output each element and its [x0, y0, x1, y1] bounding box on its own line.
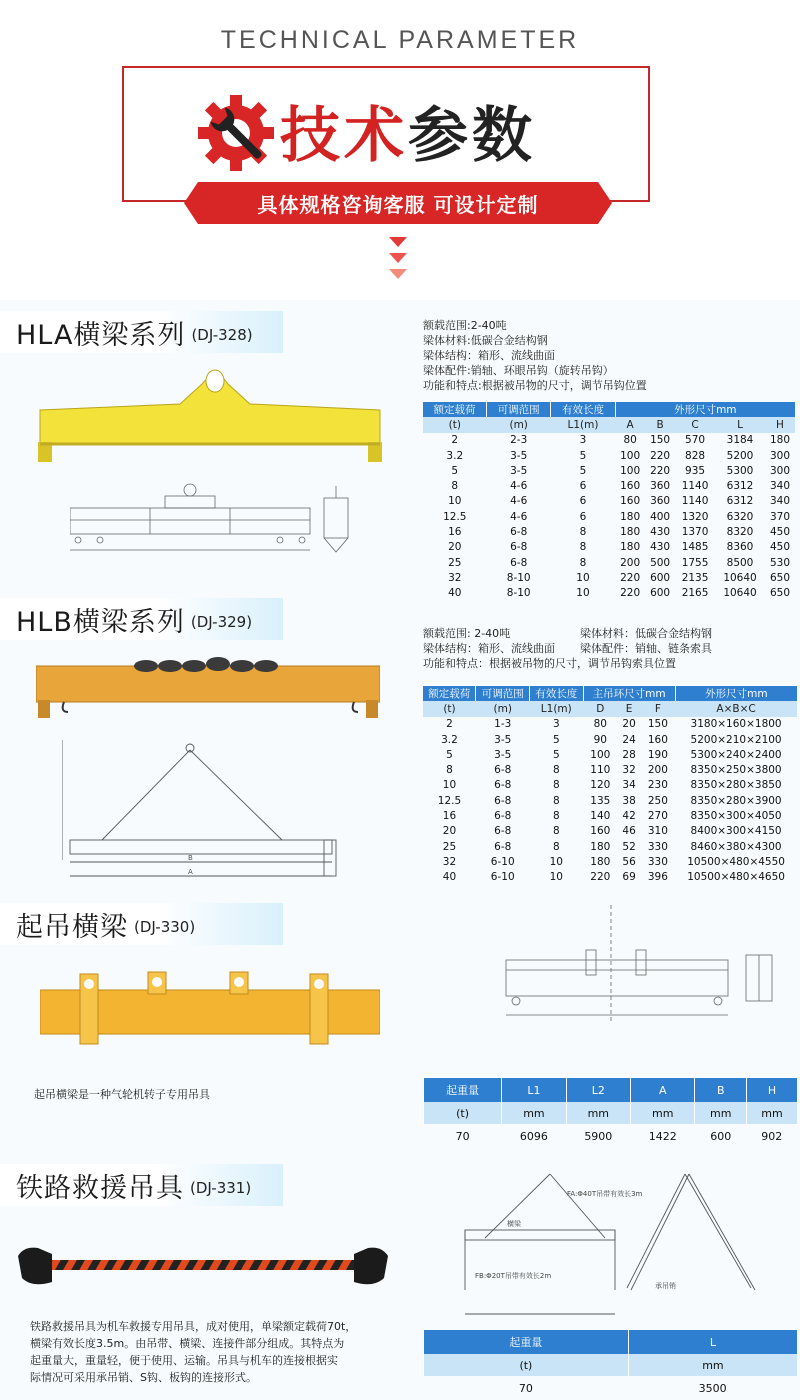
table-cell: 5900 [584, 1129, 613, 1143]
table-cell: 1140 [681, 495, 709, 508]
table-cell: 450 [769, 541, 791, 554]
table-cell: 6-8 [494, 810, 512, 823]
table-cell: 8 [579, 526, 587, 539]
table-row [423, 824, 797, 839]
table-cell: H [765, 417, 795, 432]
table-row [424, 1078, 798, 1102]
table-cell: 外形尺寸mm [615, 402, 795, 417]
table-cell: 3-5 [494, 733, 512, 746]
table-row [423, 854, 797, 869]
table-cell: 8460×380×4300 [690, 840, 782, 853]
table-cell: 300 [769, 449, 791, 462]
table-cell: L2 [566, 1078, 630, 1102]
table-cell: L1(m) [530, 701, 584, 716]
banner-english-title: TECHNICAL PARAMETER [220, 26, 580, 54]
table-cell: A [615, 417, 645, 432]
table-cell: 8 [446, 764, 453, 777]
table-cell: (t) [423, 417, 487, 432]
hla-spec-table [423, 402, 795, 601]
table-cell: 46 [622, 825, 636, 838]
hla-beam-photo [30, 364, 390, 464]
table-cell: 650 [769, 587, 791, 600]
table-cell: 起重量 [424, 1330, 629, 1354]
table-cell: A×B×C [675, 701, 797, 716]
table-cell: 5300×240×2400 [690, 748, 782, 761]
table-cell: 3-5 [510, 449, 528, 462]
table-cell: 8350×280×3900 [690, 794, 782, 807]
table-row [423, 747, 797, 762]
table-cell: 100 [620, 464, 641, 477]
table-cell: 250 [647, 794, 668, 807]
table-row [424, 1376, 798, 1400]
table-cell: 220 [650, 449, 671, 462]
table-cell: H [747, 1078, 797, 1102]
table-cell: 70 [455, 1129, 470, 1143]
table-cell: 220 [590, 871, 611, 884]
table-cell: mm [628, 1354, 797, 1376]
rescue-spreader-technical-drawing [455, 1168, 785, 1318]
table-row [423, 494, 795, 509]
table-cell: 2 [446, 718, 453, 731]
hla-spec-text: 额载范围:2-40吨 梁体材料:低碳合金结构钢 梁体结构：箱形、流线曲面 梁体配件:销轴、环眼吊钩（旋转吊钩） 功能和特点:根据被吊物的尺寸，调节吊钩位置 [423, 319, 647, 392]
table-cell: 3180×160×1800 [690, 718, 782, 731]
table-cell: 600 [710, 1129, 732, 1143]
table-cell: 32 [442, 855, 457, 868]
table-cell: 6-8 [494, 779, 512, 792]
table-cell: 10640 [723, 571, 757, 584]
table-row [423, 478, 795, 493]
table-cell: 16 [442, 810, 457, 823]
table-cell: 935 [685, 464, 706, 477]
table-cell: 160 [647, 733, 668, 746]
table-row [424, 1330, 798, 1354]
rescue-spreader-spec-table [423, 1330, 797, 1400]
table-row [423, 732, 797, 747]
table-cell: 90 [593, 733, 607, 746]
table-row [423, 839, 797, 854]
table-cell: 450 [769, 526, 791, 539]
table-cell: 3 [552, 718, 560, 731]
table-cell: 220 [650, 464, 671, 477]
table-cell: 20 [448, 541, 462, 554]
drawing-label-pin: 承吊销 [655, 1282, 676, 1290]
table-cell: D [583, 701, 618, 716]
table-cell: 220 [620, 571, 641, 584]
table-cell: 330 [647, 840, 668, 853]
table-cell: 4-6 [510, 495, 528, 508]
table-cell: 6 [579, 495, 587, 508]
table-cell: 330 [647, 855, 668, 868]
table-cell: 70 [518, 1381, 533, 1395]
table-cell: 6-8 [494, 840, 512, 853]
table-cell: 起重量 [424, 1078, 502, 1102]
table-row [423, 433, 795, 448]
table-cell: 6-8 [510, 556, 528, 569]
table-row [424, 1102, 798, 1124]
table-cell: 1140 [681, 480, 709, 493]
table-cell: L [628, 1330, 797, 1354]
table-row [423, 778, 797, 793]
table-cell: 69 [622, 871, 636, 884]
hlb-technical-drawing [62, 740, 352, 885]
table-row [424, 1354, 798, 1376]
table-cell: 40 [442, 871, 457, 884]
table-cell: 8 [579, 541, 587, 554]
table-cell: 160 [620, 480, 641, 493]
table-cell: 8 [552, 764, 560, 777]
table-cell: B [695, 1078, 747, 1102]
table-cell: 1755 [681, 556, 709, 569]
hlb-spec-text-right: 梁体材料：低碳合金结构钢 梁体配件：销轴、链条索具 [580, 627, 712, 655]
rescue-spreader-photo [18, 1236, 388, 1296]
table-cell: L1 [502, 1078, 566, 1102]
hlb-beam-photo [36, 652, 380, 722]
table-cell: 6320 [726, 510, 754, 523]
table-cell: mm [631, 1102, 695, 1124]
table-cell: 530 [769, 556, 791, 569]
lifting-beam-description: 起吊横梁是一种气轮机转子专用吊具 [34, 1088, 210, 1101]
table-cell: 20 [622, 718, 636, 731]
table-row [423, 402, 795, 417]
table-cell: 2-3 [510, 434, 528, 447]
table-cell: C [675, 417, 715, 432]
table-row [423, 586, 795, 601]
table-cell: 6-10 [490, 855, 515, 868]
down-arrow-icon [389, 269, 407, 279]
table-cell: 2165 [681, 587, 709, 600]
table-cell: 10 [549, 855, 563, 868]
table-cell: 3184 [726, 434, 754, 447]
table-row [423, 555, 795, 570]
section-title-hla: HLA横梁系列 (DJ-328) [0, 311, 283, 353]
table-cell: 300 [769, 464, 791, 477]
table-cell: A [631, 1078, 695, 1102]
table-cell: 52 [622, 840, 636, 853]
table-cell: 24 [622, 733, 636, 746]
table-cell: mm [566, 1102, 630, 1124]
table-cell: 570 [685, 434, 706, 447]
table-cell: 6 [579, 510, 587, 523]
table-row [423, 686, 797, 701]
table-cell: 100 [590, 748, 611, 761]
table-cell: 8-10 [506, 587, 531, 600]
table-cell: 100 [620, 449, 641, 462]
table-cell: 可调范围 [476, 686, 530, 701]
svg-text:A: A [188, 868, 193, 876]
table-row [423, 808, 797, 823]
table-cell: F [641, 701, 676, 716]
table-cell: 10 [448, 495, 462, 508]
table-cell: 902 [761, 1129, 783, 1143]
table-cell: 6312 [726, 495, 754, 508]
table-cell: 6-8 [494, 764, 512, 777]
drawing-label-fa: FA:Φ40T吊带有效长3m [567, 1190, 643, 1198]
table-row [424, 1124, 798, 1148]
table-cell: 200 [620, 556, 641, 569]
section-title-hlb: HLB横梁系列 (DJ-329) [0, 598, 283, 640]
table-cell: 12.5 [443, 510, 467, 523]
table-cell: 6312 [726, 480, 754, 493]
table-cell: 8500 [726, 556, 754, 569]
table-cell: 5200 [726, 449, 754, 462]
table-cell: 180 [620, 510, 641, 523]
svg-text:B: B [188, 854, 193, 862]
table-cell: 8350×300×4050 [690, 810, 782, 823]
hlb-spec-table [423, 686, 797, 885]
table-cell: 200 [647, 764, 668, 777]
table-cell: E [618, 701, 641, 716]
table-cell: 有效长度 [551, 402, 615, 417]
table-row [423, 870, 797, 885]
table-row [423, 793, 797, 808]
table-cell: 140 [590, 810, 611, 823]
lifting-beam-technical-drawing [496, 905, 781, 1025]
table-cell: 8 [552, 794, 560, 807]
table-cell: 160 [590, 825, 611, 838]
table-cell: mm [502, 1102, 566, 1124]
hlb-spec-text-left: 额载范围: 2-40吨 梁体结构：箱形、流线曲面 功能和特点：根据被吊物的尺寸，调节吊钩索具位置 [423, 627, 676, 670]
table-cell: 5 [552, 733, 560, 746]
table-cell: 有效长度 [530, 686, 584, 701]
table-cell: 5 [552, 748, 560, 761]
table-cell: 32 [448, 571, 462, 584]
table-cell: 340 [769, 495, 791, 508]
section-title-lifting-beam: 起吊横梁 (DJ-330) [0, 903, 283, 945]
drawing-label-beam: 横梁 [507, 1220, 521, 1228]
table-cell: 16 [448, 526, 462, 539]
table-row [423, 448, 795, 463]
table-cell: 430 [650, 526, 671, 539]
table-cell: 500 [650, 556, 671, 569]
table-cell: 8360 [726, 541, 754, 554]
page-title: 技术参数 [280, 101, 536, 171]
table-cell: 230 [647, 779, 668, 792]
table-cell: 38 [622, 794, 636, 807]
table-cell: 10 [549, 871, 563, 884]
table-cell: 12.5 [437, 794, 462, 807]
table-cell: 80 [593, 718, 607, 731]
table-cell: 8350×250×3800 [690, 764, 782, 777]
subtitle-bar: 具体规格咨询客服 可设计定制 [198, 182, 598, 224]
section-title-rescue-spreader: 铁路救援吊具 (DJ-331) [0, 1164, 283, 1206]
table-cell: 8 [552, 825, 560, 838]
table-cell: 20 [442, 825, 457, 838]
table-cell: (t) [424, 1354, 629, 1376]
table-cell: 3-5 [494, 748, 512, 761]
table-cell: 8 [552, 840, 560, 853]
table-cell: 80 [623, 434, 637, 447]
table-cell: 828 [685, 449, 706, 462]
table-cell: 2 [451, 434, 459, 447]
table-cell: 180 [620, 541, 641, 554]
table-cell: 220 [620, 587, 641, 600]
table-cell: 2135 [681, 571, 709, 584]
table-cell: (m) [487, 417, 551, 432]
table-cell: 额定载荷 [423, 686, 476, 701]
table-cell: 5 [579, 464, 587, 477]
down-arrow-icon [389, 237, 407, 247]
table-cell: 5 [446, 748, 453, 761]
table-cell: 32 [622, 764, 636, 777]
table-cell: 160 [620, 495, 641, 508]
table-cell: 600 [650, 571, 671, 584]
table-cell: 5300 [726, 464, 754, 477]
table-cell: (t) [424, 1102, 502, 1124]
table-row [423, 509, 795, 524]
table-cell: 8 [552, 810, 560, 823]
table-cell: 8 [451, 480, 459, 493]
table-cell: 1422 [648, 1129, 677, 1143]
table-cell: 8320 [726, 526, 754, 539]
table-cell: 8350×280×3850 [690, 779, 782, 792]
table-row [423, 762, 797, 777]
table-cell: L [715, 417, 765, 432]
table-cell: mm [747, 1102, 797, 1124]
table-row [423, 540, 795, 555]
table-cell: L1(m) [551, 417, 615, 432]
table-cell: 3.2 [446, 449, 464, 462]
table-cell: 5 [451, 464, 459, 477]
table-cell: 400 [650, 510, 671, 523]
gear-wrench-icon [196, 93, 276, 173]
table-cell: 150 [650, 434, 671, 447]
table-cell: 3-5 [510, 464, 528, 477]
table-cell: 310 [647, 825, 668, 838]
table-cell: 1-3 [494, 718, 512, 731]
table-cell: 10 [576, 587, 590, 600]
table-cell: 6-8 [510, 541, 528, 554]
table-cell: (t) [423, 701, 476, 716]
table-cell: 主吊环尺寸mm [583, 686, 675, 701]
table-cell: 135 [590, 794, 611, 807]
table-row [423, 570, 795, 585]
table-cell: 3.2 [441, 733, 458, 746]
rescue-spreader-description: 铁路救援吊具为机车救援专用吊具，成对使用，单梁额定载荷70t， 横梁有效长度3.5m。由吊带、横梁、连接件部分组成。其特点为 起重量大，重量轻，便于使用、运输。吊具与机车的连接根据实 际情况可采用承吊销、S钩、板钩的连接形式。 [30, 1320, 357, 1384]
table-cell: 8400×300×4150 [690, 825, 782, 838]
table-cell: 650 [769, 571, 791, 584]
table-cell: 10 [576, 571, 590, 584]
table-cell: 8-10 [506, 571, 531, 584]
table-cell: 1320 [681, 510, 709, 523]
table-cell: 10500×480×4650 [687, 871, 785, 884]
table-cell: 6096 [519, 1129, 548, 1143]
table-cell: 150 [647, 718, 668, 731]
table-cell: (m) [476, 701, 530, 716]
table-cell: 6-8 [510, 526, 528, 539]
table-cell: 10 [442, 779, 457, 792]
table-cell: 8 [579, 556, 587, 569]
table-cell: 180 [590, 840, 611, 853]
table-cell: 5 [579, 449, 587, 462]
table-cell: 120 [590, 779, 611, 792]
table-cell: 370 [769, 510, 791, 523]
table-cell: 110 [590, 764, 611, 777]
table-cell: 25 [442, 840, 457, 853]
table-cell: 1485 [681, 541, 709, 554]
table-cell: 4-6 [510, 510, 528, 523]
table-cell: 34 [622, 779, 636, 792]
table-cell: 600 [650, 587, 671, 600]
table-row [423, 717, 797, 732]
table-cell: 270 [647, 810, 668, 823]
table-cell: 42 [622, 810, 636, 823]
table-cell: 360 [650, 480, 671, 493]
table-cell: 6-8 [494, 825, 512, 838]
table-cell: mm [695, 1102, 747, 1124]
table-cell: 1370 [681, 526, 709, 539]
down-arrow-icon [389, 253, 407, 263]
table-cell: 额定载荷 [423, 402, 487, 417]
table-cell: 可调范围 [487, 402, 551, 417]
table-cell: B [645, 417, 675, 432]
table-cell: 180 [590, 855, 611, 868]
table-cell: 3 [579, 434, 587, 447]
table-cell: 6-10 [490, 871, 515, 884]
table-cell: 180 [769, 434, 791, 447]
table-cell: 10640 [723, 587, 757, 600]
table-row [423, 701, 797, 716]
lifting-beam-spec-table [423, 1078, 797, 1148]
table-cell: 6-8 [494, 794, 512, 807]
table-cell: 430 [650, 541, 671, 554]
table-row [423, 463, 795, 478]
drawing-label-fb: FB:Φ20T吊带有效长2m [475, 1272, 552, 1280]
table-cell: 外形尺寸mm [675, 686, 797, 701]
table-cell: 28 [622, 748, 636, 761]
hla-technical-drawing [70, 478, 360, 568]
table-row [423, 524, 795, 539]
table-cell: 340 [769, 480, 791, 493]
lifting-beam-photo [40, 970, 380, 1060]
table-cell: 180 [620, 526, 641, 539]
table-cell: 25 [448, 556, 462, 569]
table-cell: 10500×480×4550 [687, 855, 785, 868]
table-cell: 6 [579, 480, 587, 493]
table-cell: 40 [448, 587, 462, 600]
table-cell: 4-6 [510, 480, 528, 493]
table-row [423, 417, 795, 432]
table-cell: 8 [552, 779, 560, 792]
table-cell: 360 [650, 495, 671, 508]
table-cell: 3500 [698, 1381, 727, 1395]
table-cell: 5200×210×2100 [690, 733, 782, 746]
table-cell: 396 [647, 871, 668, 884]
table-cell: 56 [622, 855, 636, 868]
table-cell: 190 [647, 748, 668, 761]
